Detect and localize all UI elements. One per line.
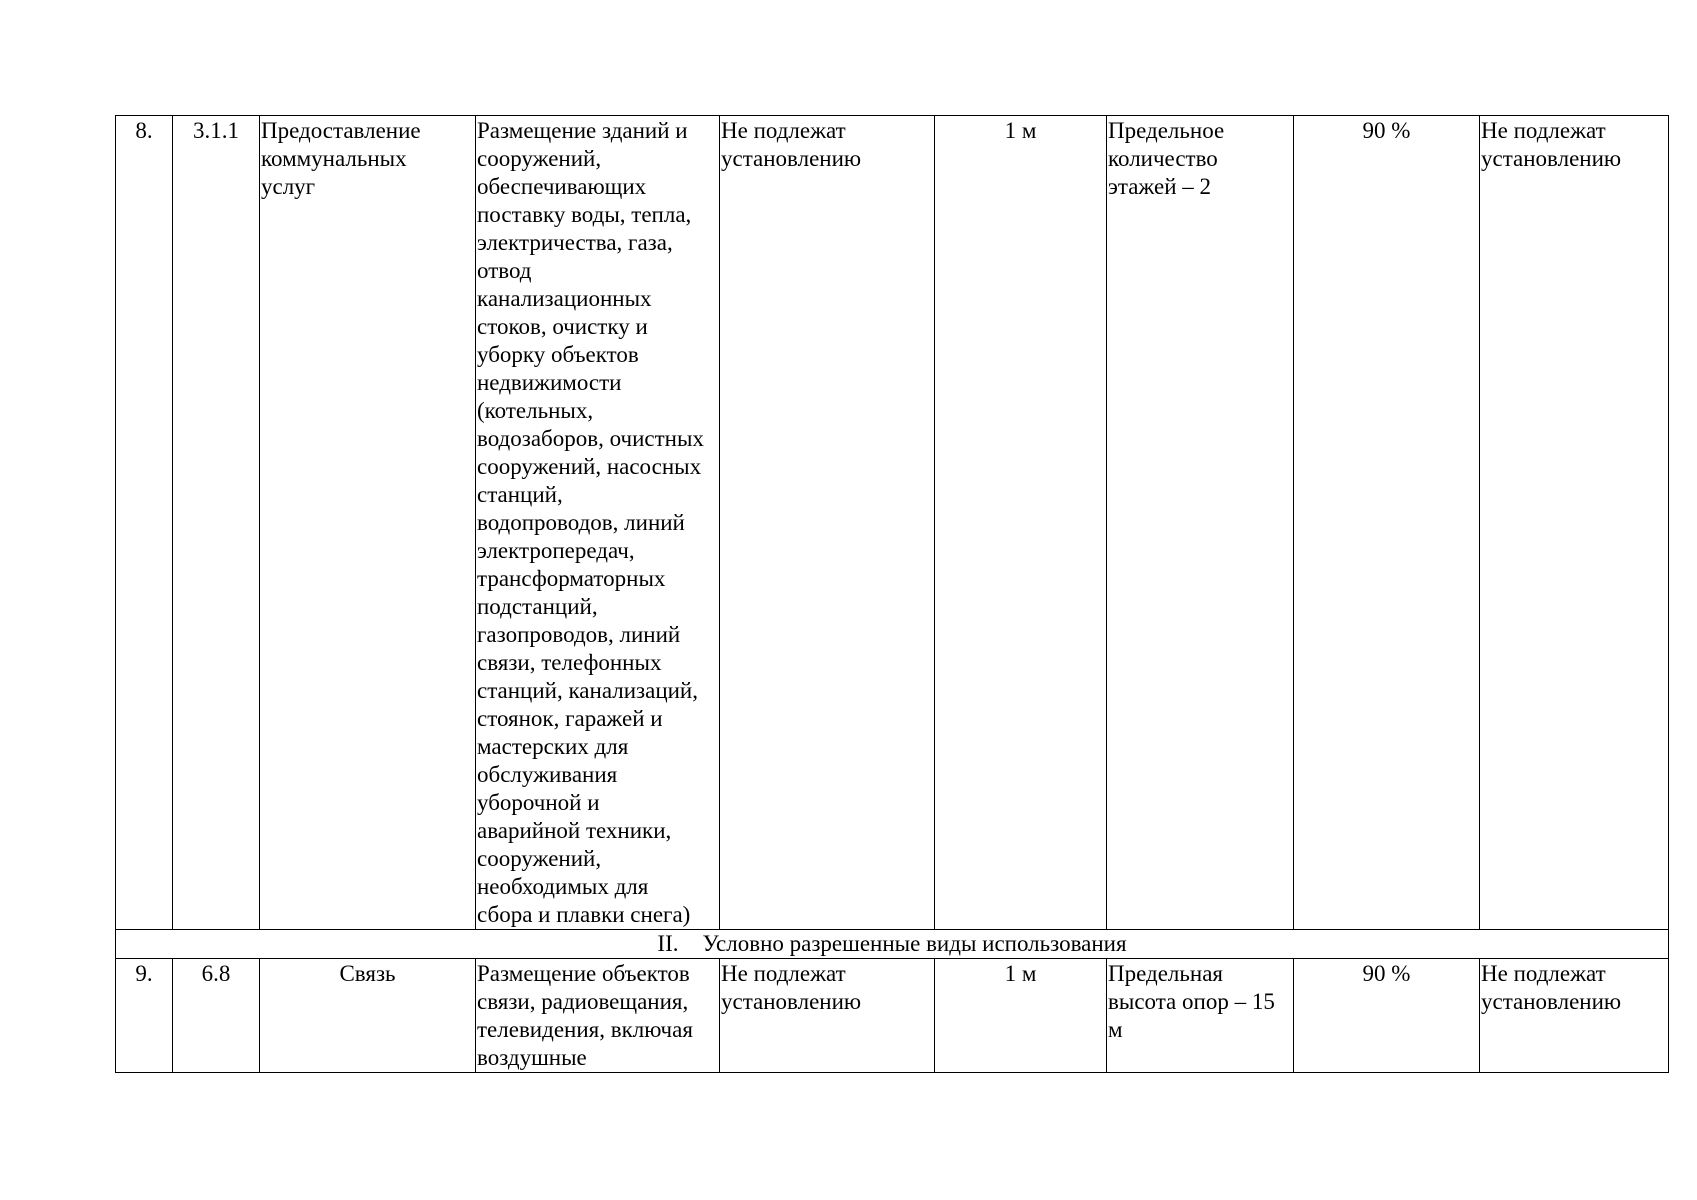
plot-size-cell: Не подлежат установлению — [720, 959, 935, 1073]
min-indent-cell: 1 м — [935, 959, 1107, 1073]
table-row — [116, 116, 1669, 930]
other-params-cell: Не подлежат установлению — [1480, 959, 1669, 1073]
section-header-row — [116, 930, 1669, 959]
row-number-cell: 9. — [116, 959, 173, 1073]
use-name-cell: Предоставление коммунальных услуг — [260, 116, 476, 930]
max-height-cell: Предельное количество этажей – 2 — [1107, 116, 1294, 930]
use-description-cell: Размещение объектов связи, радиовещания, телевидения, включая воздушные — [476, 959, 720, 1073]
section-title: Условно разрешенные виды использования — [702, 931, 1127, 956]
coverage-cell: 90 % — [1294, 116, 1480, 930]
use-name-cell: Связь — [260, 959, 476, 1073]
row-number-cell: 8. — [116, 116, 173, 930]
section-number: II. — [657, 931, 679, 956]
min-indent-cell: 1 м — [935, 116, 1107, 930]
section-header-cell — [116, 930, 1669, 959]
coverage-cell: 90 % — [1294, 959, 1480, 1073]
use-code-cell: 6.8 — [173, 959, 260, 1073]
max-height-cell: Предельная высота опор – 15 м — [1107, 959, 1294, 1073]
land-use-regulations-table — [115, 115, 1669, 1073]
other-params-cell: Не подлежат установлению — [1480, 116, 1669, 930]
use-code-cell: 3.1.1 — [173, 116, 260, 930]
table-row — [116, 959, 1669, 1073]
plot-size-cell: Не подлежат установлению — [720, 116, 935, 930]
use-description-cell: Размещение зданий и сооружений, обеспечивающих поставку воды, тепла, электричества, газа, отвод канализационных стоков, очистку и уборку объектов недвижимости (котельных, водозаборов, очистных сооружений, насосных станций, водопроводов, линий электропередач, трансформаторных подстанций, газопроводов, линий связи, телефонных станций, канализаций, стоянок, гаражей и мастерских для обслуживания уборочной и аварийной техники, сооружений, необходимых для сбора и плавки снега) — [476, 116, 720, 930]
